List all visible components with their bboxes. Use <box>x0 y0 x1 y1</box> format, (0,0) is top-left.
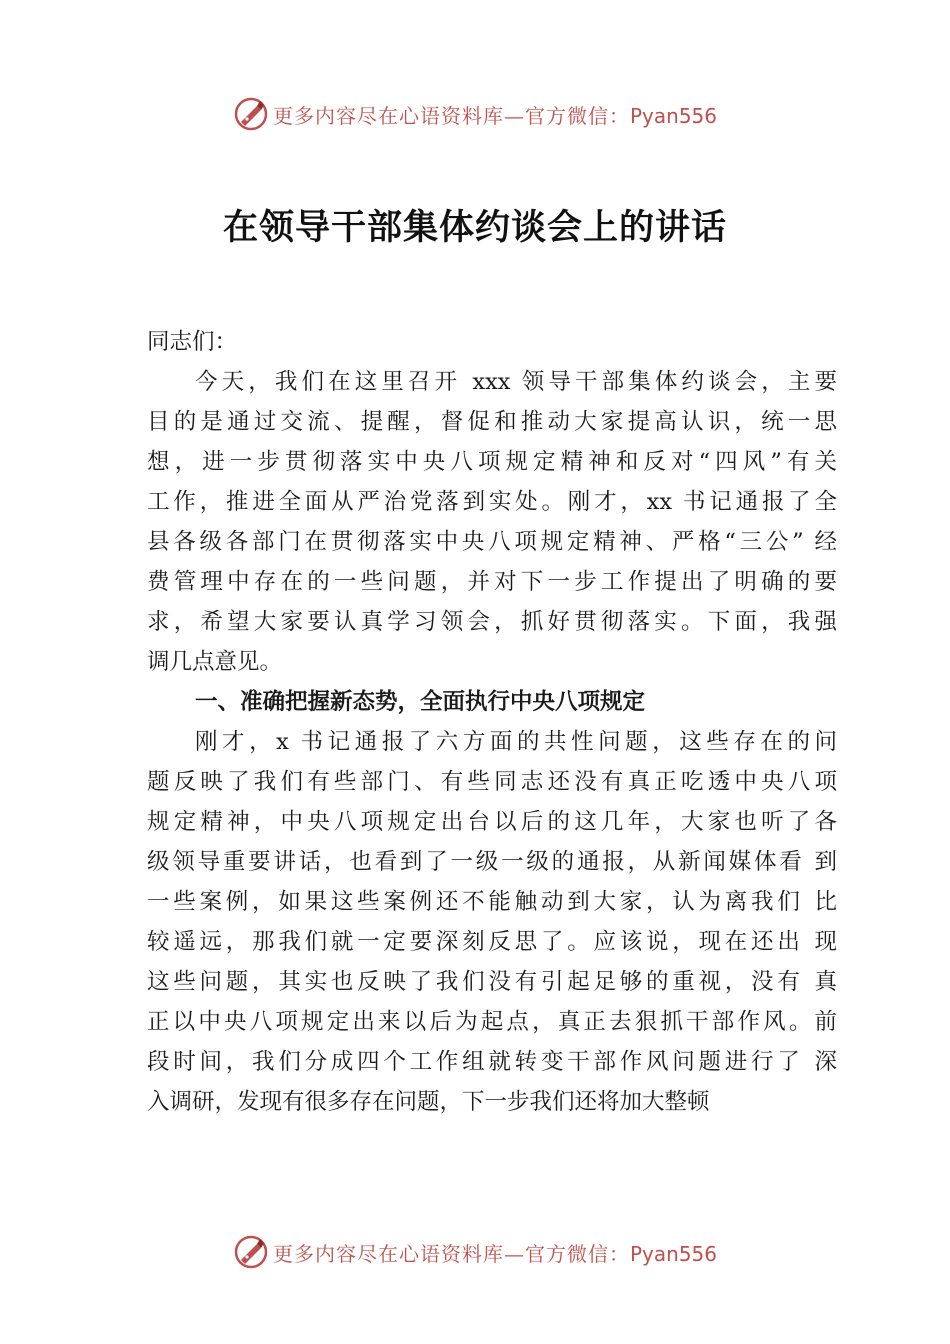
pen-nib-logo-icon <box>233 96 269 132</box>
paragraph-line: 题反映了我们有些部门、有些同志还没有真正吃透中央八项 <box>147 769 837 795</box>
paragraph-2 <box>147 722 837 1122</box>
header-banner <box>0 94 950 134</box>
paragraph-line: 这些问题，其实也反映了我们没有引起足够的重视，没有 真 <box>147 969 837 995</box>
wechat-id: Pyan556 <box>629 103 717 128</box>
paragraph-1 <box>147 362 837 682</box>
paragraph-line: 规定精神，中央八项规定出台以后的这几年，大家也听了各 <box>147 809 837 835</box>
section-heading-1: 一、准确把握新态势，全面执行中央八项规定 <box>195 689 646 715</box>
paragraph-line: 目的是通过交流、提醒，督促和推动大家提高认识，统一思 <box>147 409 837 435</box>
document-body <box>147 322 837 1122</box>
pen-nib-logo-icon <box>233 1234 269 1270</box>
banner-text: 更多内容尽在心语资料库—官方微信：Pyan556 <box>272 1241 717 1266</box>
paragraph-line: 级领导重要讲话，也看到了一级一级的通报，从新闻媒体看 到 <box>147 849 837 875</box>
paragraph-line: 一些案例，如果这些案例还不能触动到大家，认为离我们 比 <box>147 889 837 915</box>
paragraph-line: 入调研，发现有很多存在问题，下一步我们还将加大整顿 <box>147 1089 710 1115</box>
document-title: 在领导干部集体约谈会上的讲话 <box>222 207 727 248</box>
wechat-id: Pyan556 <box>629 1241 717 1266</box>
paragraph-line: 想，进一步贯彻落实中央八项规定精神和反对“四风”有关 <box>147 449 837 475</box>
paragraph-line: 较遥远，那我们就一定要深刻反思了。应该说，现在还出 现 <box>147 929 837 955</box>
paragraph-line: 刚才，x 书记通报了六方面的共性问题，这些存在的问 <box>195 729 837 755</box>
paragraph-line: 工作，推进全面从严治党落到实处。刚才，xx 书记通报了全 <box>147 489 837 515</box>
paragraph-line: 费管理中存在的一些问题，并对下一步工作提出了明确的要 <box>147 569 837 595</box>
paragraph-line: 调几点意见。 <box>147 649 283 675</box>
paragraph-line: 求，希望大家要认真学习领会，抓好贯彻落实。下面，我强 <box>147 609 837 635</box>
paragraph-line: 今天，我们在这里召开 xxx 领导干部集体约谈会，主要 <box>195 369 837 395</box>
paragraph-line: 县各级各部门在贯彻落实中央八项规定精神、严格“三公” 经 <box>147 529 837 555</box>
salutation: 同志们： <box>147 329 238 355</box>
paragraph-line: 正以中央八项规定出来以后为起点，真正去狠抓干部作风。前 <box>147 1009 837 1035</box>
paragraph-line: 段时间，我们分成四个工作组就转变干部作风问题进行了 深 <box>147 1049 837 1075</box>
footer-banner <box>0 1232 950 1272</box>
banner-text: 更多内容尽在心语资料库—官方微信：Pyan556 <box>272 103 717 128</box>
